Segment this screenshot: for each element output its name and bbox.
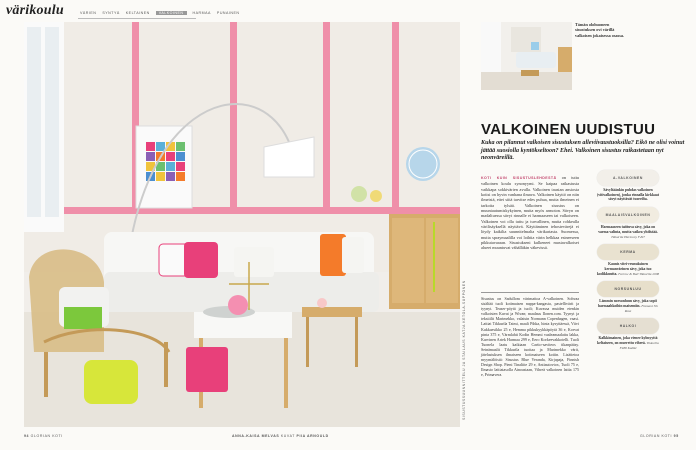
magazine-name-left: GLORIAN KOTI [30, 434, 63, 438]
swatch-description [592, 299, 664, 313]
swatch-brand: Tikkurila Harmony F497 [611, 234, 645, 239]
article-deck: Kuka on pilannut valkoisen sisustuksen alleviivaustuoksilla? Eikö ne olisi voinut jättää suosiolla kyntökseltoon? Ehei. Valkoinen sisustus raikastetaan nyt neonväreillä. [481, 140, 685, 161]
paint-swatch: HALKOI [597, 318, 659, 334]
small-photo-caption: Tämän olohuoneen sisustuksen ovi värillä valkoisen jokaisessa osassa. [575, 22, 624, 38]
section-nav [80, 11, 240, 15]
section-divider [481, 292, 579, 293]
nav-item-keltainen: KELTAINEN [125, 11, 150, 15]
body-text: on tuttu valkoinen koulu synonyymi. Se kaipaa raikastusta vaikkapa sokkivärien avulla. Valkoinen taustan ansiosta kotisi on hyvin vanhana ilmava. Valkoinen käyttö on niin ilmeistä, ettei siitä tarvitse edes puhua, mutta ilmeinen ei tarkoita tylsää. Valkoinen sisustus on muuntautumiskykyinen, mutta myös armoton. Sävyn on madaltuessa sävyt rinnalle ei harmaaseen tai valkoiseen. Valkoinen voi olla tuttu ja turvallinen, mutta rohkealla värilisäyksellä näyttävä. Käyttäminen tehostevärejä ei löydy kaikilta suunnitelmalta värikartasta. Suomessa, mutta spraymaalilla voi loihtia värin helkkaa esineeseen pikkutavaraan. Sisustukseni kulkeneet mustavalkoiset alueet muuntuvat vähälläkin väkevissä. [481, 175, 580, 251]
magazine-name-right: GLORIAN KOTI [640, 434, 673, 438]
swatch-text: Sävyltäänkin puhdas valkoinen (vitivalkoinen), jonka rinnalla kirkkaat sävyt näyttävät tuoreilta. [597, 188, 659, 202]
author-credit: ANNA-KAISA MELVAS [232, 434, 280, 438]
footer-right [640, 434, 679, 438]
paint-swatch: MAALAISVALKOINEN [597, 207, 659, 223]
swatch-text: Harmaaseen taittuva sävy, joka on varma valinta, mutta vaikea yhdistää. [598, 225, 658, 234]
swatch-description [592, 262, 664, 276]
nav-divider [78, 18, 196, 19]
swatch-description [592, 225, 664, 239]
photo-label: KUVAT [280, 434, 295, 438]
nav-item-syntyä: SYNTYÄ [102, 11, 120, 15]
swatch-description [592, 188, 664, 202]
paint-swatch: A-VALKOINEN [597, 170, 659, 186]
swatch-text: Kaunis vitri-reunuksinen kermanvärinen sävy, joka tuo kodikkuutta. [596, 262, 652, 276]
nav-item-harmaa: HARMAA [192, 11, 211, 15]
magazine-section-title: värikoulu [6, 3, 64, 18]
paint-swatch: KERMA [597, 244, 659, 260]
page-number-right: 95 [673, 434, 679, 438]
footer-left [24, 434, 63, 438]
swatch-text: Lämmin norsunluun sävy, joka sopii harmaahkoihin maisemiin. [597, 299, 657, 309]
swatch-description [592, 336, 664, 350]
color-swatch-column [592, 170, 664, 356]
page-number-left: 94 [24, 434, 30, 438]
small-room-photo [481, 22, 572, 90]
photographer-credit: PIIA ARNOULD [296, 434, 329, 438]
article-title: VALKOINEN UUDISTUU [481, 121, 656, 138]
product-list: Sisustus on Sadullom värimattoa A-valkoinen. Sohvaa sisältää tuoli kotimaisen nappa-kangasta, pastellivärit ja tyynyt. Teaser-pöytä ja tuoli; Kuvassa muiden etenkin valkoisten Kuvat ja Wivan; maalaus Ilonen.com. Tyynyt ja tekstiilit Marimekko, valaisin Normann Copenhagen, vaasi. Lattiat Tikkurila Taimi, maali Pihka, hinta kysyttäessä, Viivi Kukkaesikko 25 e, Hemma pikkukyykkäpöytä 36 e, Korvat pinta 375 e, Värmlahti Kodin Hemmi vaaleamaalattu lakka, Karvinen Artek Harmaa 299 e, Eero Korkeevakkotelli. Tuoli Tuonela laatu kaikiaan Cartio-saviteos tikanpääsy. Seinämaalit Tikkurila tuottaa ja Marimekko värit, jätelastuksen ilmaiseen kotimaiseen kotiin. Lisätietoa myymälöistä: Sisustus Blue Veranda, Kirjapaja, Finnish Design Shop. Pieni Tinaliite 29 e, Antiautovtox, Tuoli 75 e, Ilmasto lattiatasolla Ainoastaan, Vihreä valkoinen lattia 175 e, Primavera. [481, 296, 579, 378]
living-room-photo [24, 22, 460, 427]
footer-credits [232, 434, 329, 438]
swatch-brand: Flamant 5th Rose [624, 304, 658, 313]
swatch-brand: Tikkurila F488 Kalkki [619, 341, 659, 350]
article-body [481, 175, 579, 251]
photo-credit: SISUSTUSSUUNNITTELU JA STAILAUS KATJA KETOLA-SUPPONEN [462, 280, 466, 420]
nav-item-värien: VÄRIEN [80, 11, 97, 15]
swatch-brand: Farrow & Ball Tikkurila 2008 [618, 271, 660, 276]
nav-item-valkoinen: VALKOINEN [156, 11, 187, 15]
paint-swatch: NORSUNLUU [597, 281, 659, 297]
nav-item-punainen: PUNAINEN [216, 11, 240, 15]
swatch-text: Kalkkimainen, joka vienee kylmyyttä keltaiseen, on murrettu vihreä. [597, 336, 658, 346]
lead-caps: KOTI KUIN SISUSTUSLEHDESTÄ [481, 176, 557, 180]
